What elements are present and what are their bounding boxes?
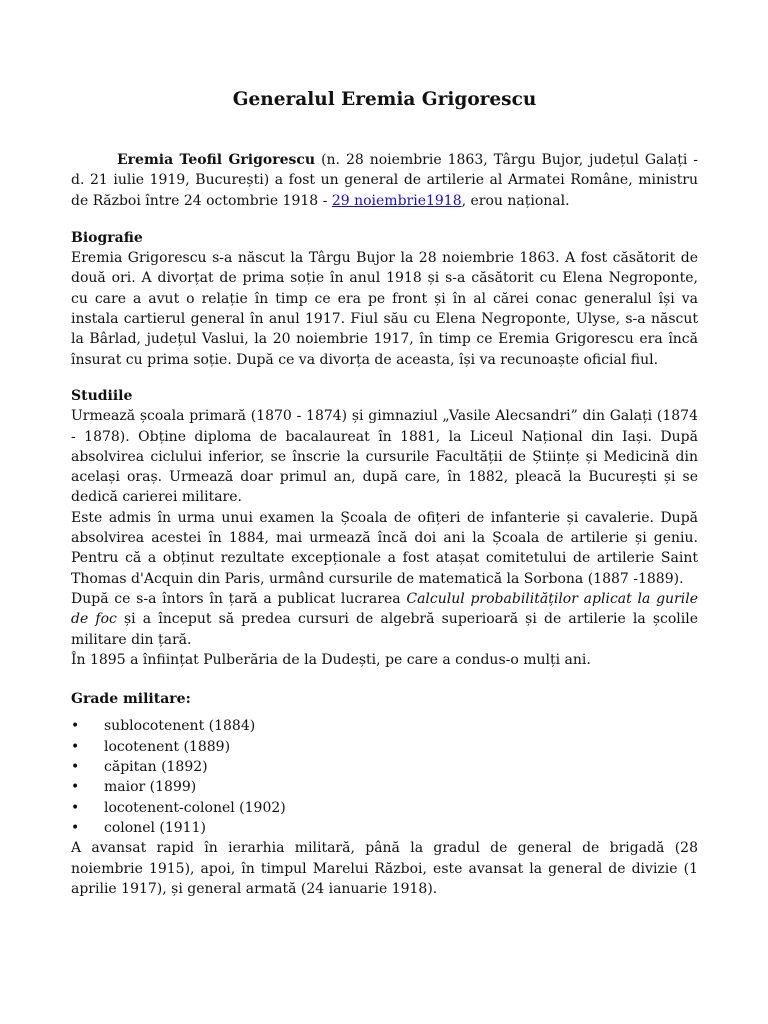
- document-body: [71, 150, 698, 899]
- list-item: [71, 818, 698, 838]
- list-item: [71, 777, 698, 797]
- list-item-text: locotenent (1889): [104, 738, 231, 755]
- list-item: [71, 737, 698, 757]
- list-item-text: locotenent-colonel (1902): [104, 799, 286, 816]
- list-item-text: maior (1899): [104, 779, 197, 796]
- list-item-text: colonel (1911): [104, 819, 206, 836]
- list-item-text: sublocotenent (1884): [104, 718, 256, 735]
- bullet-icon: •: [71, 779, 80, 796]
- publication-title: Calculul probabilităților aplicat la gurile de foc: [71, 590, 698, 628]
- studiile-paragraph-2: Este admis în urma unui examen la Școala de ofițeri de infanterie și cavalerie. După absolvirea acestei în 1884, mai urmează încă doi ani la Școala de artilerie și geniu. Pentru că a obținut rezultate excepționale a fost atașat comitetului de artilerie Saint Thomas d'Acquin din Paris, urmând cursurile de matematică la Sorbona (1887 -1889).: [71, 509, 698, 587]
- grade-paragraph: A avansat rapid în ierarhia militară, până la gradul de general de brigadă (28 noiembrie 1915), apoi, în timpul Marelui Război, este avansat la general de divizie (1 aprilie 1917), și general armată (24 ianuarie 1918).: [71, 840, 698, 897]
- intro-paragraph: [71, 150, 698, 211]
- bullet-icon: •: [71, 819, 80, 836]
- intro-text-b: , erou național.: [461, 192, 570, 209]
- bullet-icon: •: [71, 799, 80, 816]
- list-item-text: căpitan (1892): [104, 759, 208, 776]
- studiile-paragraph-1: Urmează școala primară (1870 - 1874) și gimnaziul „Vasile Alecsandri” din Galați (1874 - 1878). Obține diploma de bacalaureat în 1881, la Liceul Național din Iași. După absolvirea ciclului inferior, se înscrie la cursurile Facultății de Științe și Medicină din același oraș. Urmează doar primul an, după care, în 1882, pleacă la București și se dedică carierei militare.: [71, 408, 698, 506]
- studiile-paragraph-3: [71, 589, 698, 650]
- grade-list: [71, 716, 698, 838]
- list-item: [71, 757, 698, 777]
- list-item: [71, 798, 698, 818]
- studiile-p3-a: După ce s-a întors în țară a publicat lucrarea: [71, 590, 407, 607]
- date-link[interactable]: 29 noiembrie1918: [331, 192, 462, 209]
- bullet-icon: •: [71, 718, 80, 735]
- section-heading-biografie: Biografie: [71, 229, 143, 246]
- section-heading-grade: Grade militare:: [71, 691, 191, 708]
- list-item: [71, 716, 698, 736]
- studiile-paragraph-4: În 1895 a înființat Pulberăria de la Dudești, pe care a condus-o mulți ani.: [71, 651, 591, 668]
- bullet-icon: •: [71, 759, 80, 776]
- section-heading-studiile: Studiile: [71, 387, 133, 404]
- page-title: Generalul Eremia Grigorescu: [232, 89, 537, 110]
- intro-text-a: (n. 28 noiembrie 1863, Târgu Bujor, județul Galați - d. 21 iulie 1919, București) a fost un general de artilerie al Armatei Române, ministru de Război între 24 octombrie 1918 -: [71, 152, 698, 209]
- studiile-p3-b: și a început să predea cursuri de algebră superioară și de artilerie la școlile militare din țară.: [71, 611, 698, 648]
- bullet-icon: •: [71, 738, 80, 755]
- intro-name: Eremia Teofil Grigorescu: [117, 152, 316, 168]
- biografie-paragraph: Eremia Grigorescu s-a născut la Târgu Bujor la 28 noiembrie 1863. A fost căsătorit de două ori. A divorțat de prima soție în anul 1918 și s-a căsătorit cu Elena Negroponte, cu care a avut o relație în timp ce era pe front și în al cărei conac generalul își va instala cartierul general în anul 1917. Fiul său cu Elena Negroponte, Ulyse, s-a născut la Bârlad, județul Vaslui, la 20 noiembrie 1917, în timp ce Eremia Grigorescu era încă însurat cu prima soție. După ce va divorța de aceasta, își va recunoaște oficial fiul.: [71, 250, 698, 368]
